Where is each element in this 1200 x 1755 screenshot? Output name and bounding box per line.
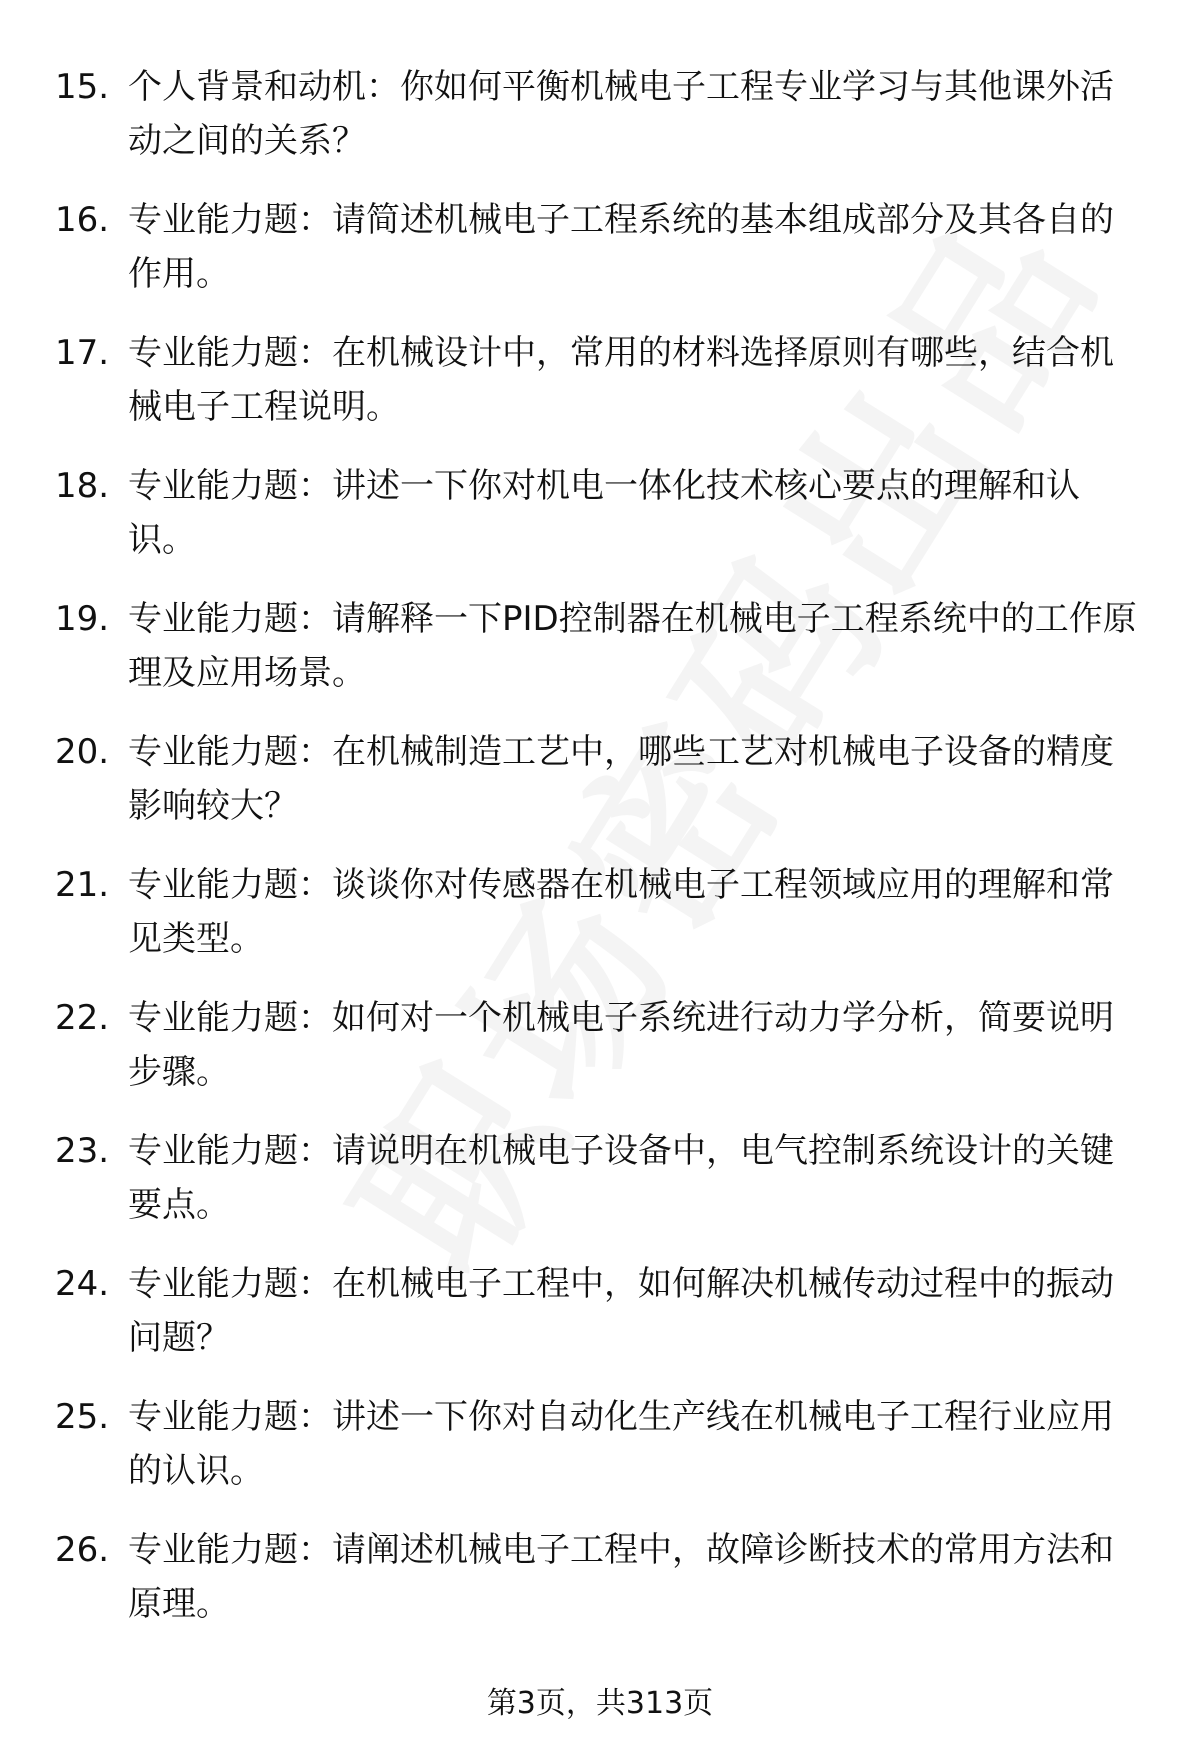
question-number: 26. bbox=[55, 1530, 110, 1570]
question-number: 17. bbox=[55, 333, 110, 373]
question-text: 专业能力题：在机械制造工艺中，哪些工艺对机械电子设备的精度影响较大？ bbox=[128, 732, 1114, 826]
question-number: 25. bbox=[55, 1397, 110, 1437]
question-item bbox=[0, 1124, 1200, 1257]
question-list bbox=[0, 60, 1200, 1656]
question-number: 15. bbox=[55, 67, 110, 107]
question-text: 专业能力题：讲述一下你对自动化生产线在机械电子工程行业应用的认识。 bbox=[128, 1397, 1114, 1491]
question-number: 23. bbox=[55, 1131, 110, 1171]
question-item bbox=[0, 459, 1200, 592]
question-text: 专业能力题：如何对一个机械电子系统进行动力学分析，简要说明步骤。 bbox=[128, 998, 1114, 1092]
question-number: 20. bbox=[55, 732, 110, 772]
question-text: 专业能力题：讲述一下你对机电一体化技术核心要点的理解和认识。 bbox=[128, 466, 1080, 560]
question-item bbox=[0, 1390, 1200, 1523]
question-number: 19. bbox=[55, 599, 110, 639]
question-number: 22. bbox=[55, 998, 110, 1038]
question-item bbox=[0, 858, 1200, 991]
question-number: 24. bbox=[55, 1264, 110, 1304]
question-text: 专业能力题：请解释一下PID控制器在机械电子工程系统中的工作原理及应用场景。 bbox=[128, 599, 1137, 693]
question-text: 专业能力题：在机械电子工程中，如何解决机械传动过程中的振动问题？ bbox=[128, 1264, 1114, 1358]
question-text: 专业能力题：在机械设计中，常用的材料选择原则有哪些，结合机械电子工程说明。 bbox=[128, 333, 1114, 427]
question-text: 专业能力题：请说明在机械电子设备中，电气控制系统设计的关键要点。 bbox=[128, 1131, 1114, 1225]
question-item bbox=[0, 60, 1200, 193]
question-number: 21. bbox=[55, 865, 110, 905]
question-text: 个人背景和动机：你如何平衡机械电子工程专业学习与其他课外活动之间的关系？ bbox=[128, 67, 1114, 161]
question-item bbox=[0, 991, 1200, 1124]
question-item bbox=[0, 326, 1200, 459]
question-text: 专业能力题：谈谈你对传感器在机械电子工程领域应用的理解和常见类型。 bbox=[128, 865, 1114, 959]
question-item bbox=[0, 193, 1200, 326]
question-item bbox=[0, 1523, 1200, 1656]
question-number: 18. bbox=[55, 466, 110, 506]
question-number: 16. bbox=[55, 200, 110, 240]
question-item bbox=[0, 725, 1200, 858]
question-text: 专业能力题：请阐述机械电子工程中，故障诊断技术的常用方法和原理。 bbox=[128, 1530, 1114, 1624]
page-footer: 第3页，共313页 bbox=[486, 1686, 714, 1721]
question-item bbox=[0, 592, 1200, 725]
question-item bbox=[0, 1257, 1200, 1390]
question-text: 专业能力题：请简述机械电子工程系统的基本组成部分及其各自的作用。 bbox=[128, 200, 1114, 294]
